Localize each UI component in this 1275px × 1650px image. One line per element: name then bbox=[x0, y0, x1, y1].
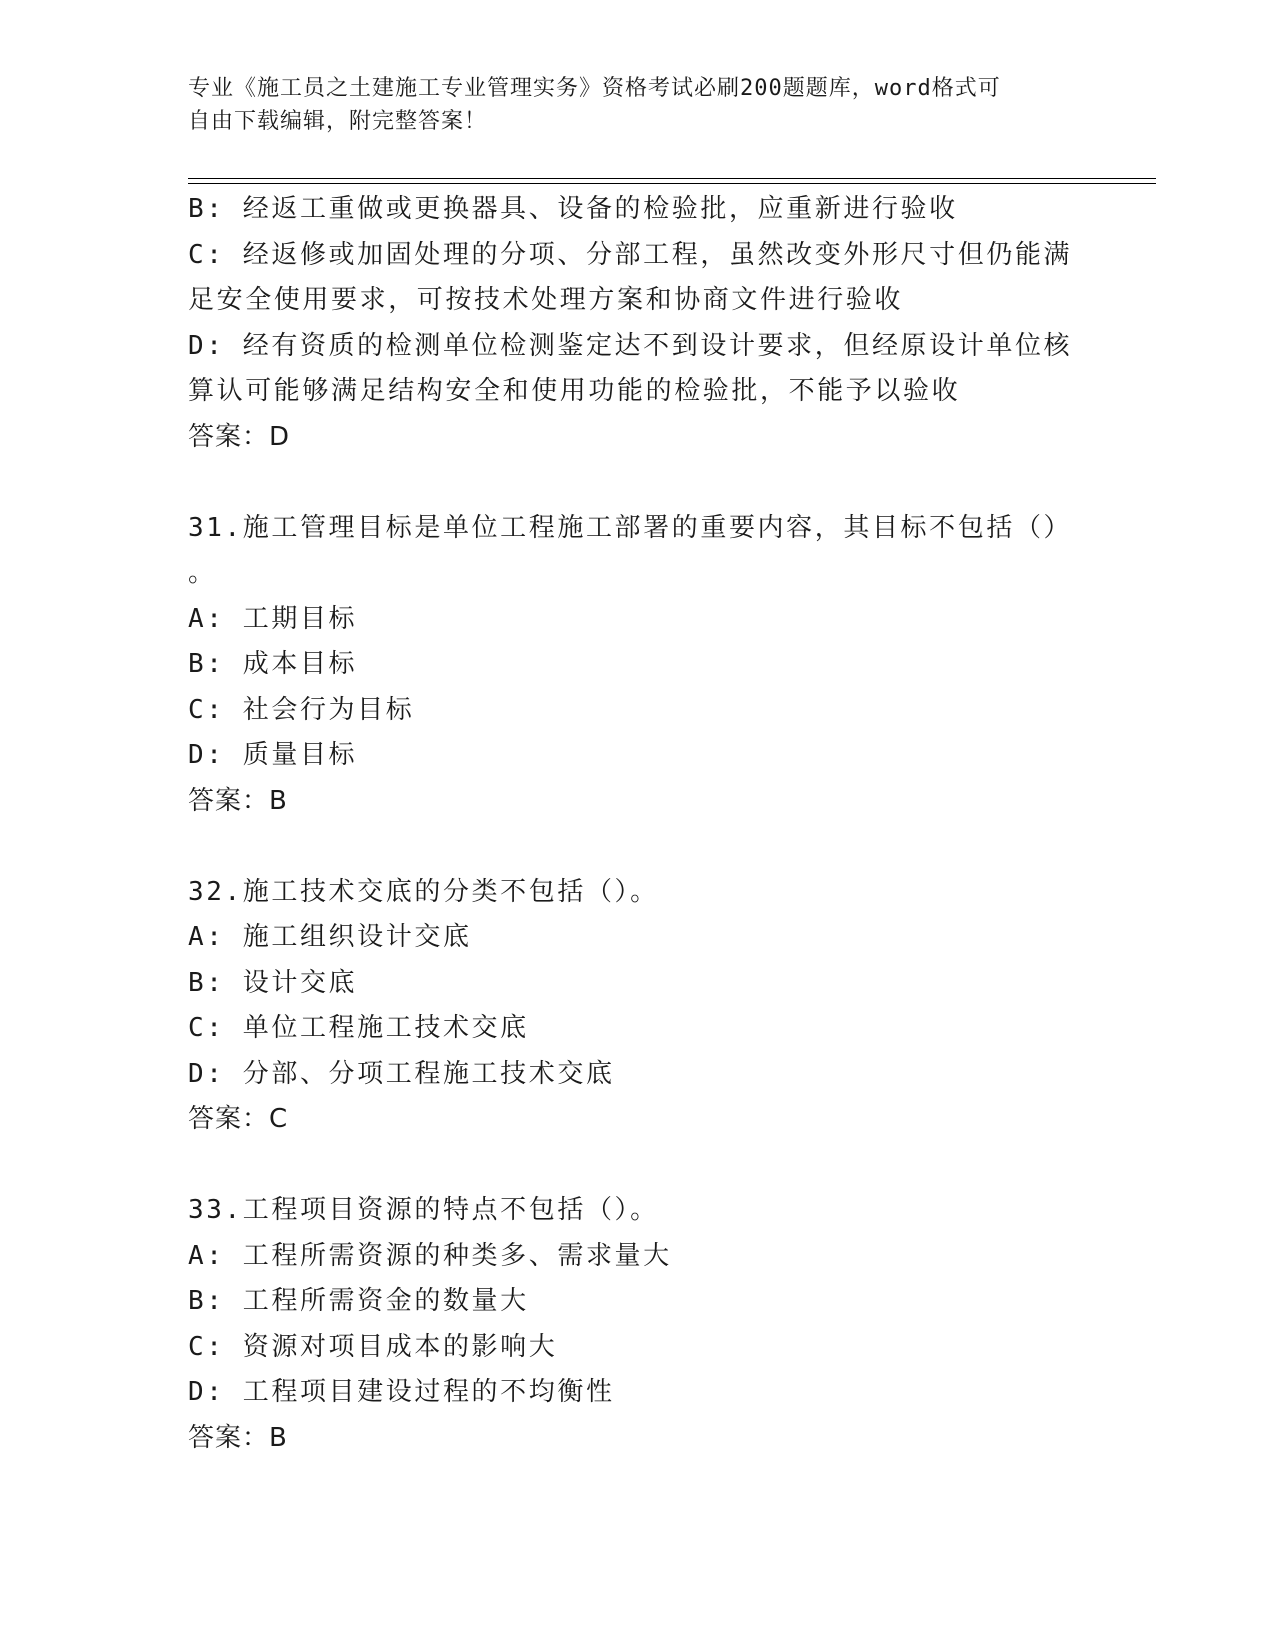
spacer bbox=[188, 1143, 1088, 1189]
page-header bbox=[188, 72, 1088, 138]
answer: 答案：B bbox=[188, 785, 288, 816]
spacer bbox=[188, 824, 1088, 870]
spacer bbox=[188, 460, 1088, 506]
option-d-continued: 算认可能够满足结构安全和使用功能的检验批，不能予以验收 bbox=[188, 376, 961, 406]
answer: 答案：C bbox=[188, 1104, 289, 1134]
option-b: B: 设计交底 bbox=[188, 967, 358, 998]
option-c: C: 单位工程施工技术交底 bbox=[188, 1013, 529, 1043]
header-rule bbox=[188, 178, 1156, 179]
option-d: D: 分部、分项工程施工技术交底 bbox=[188, 1058, 615, 1089]
answer: 答案：B bbox=[188, 1422, 288, 1453]
header-line-2: 自由下载编辑，附完整答案！ bbox=[188, 109, 488, 134]
question-stem-continued: 。 bbox=[188, 558, 217, 588]
question-31 bbox=[188, 506, 1088, 825]
option-a: A: 施工组织设计交底 bbox=[188, 922, 472, 952]
option-b: B: 工程所需资金的数量大 bbox=[188, 1286, 529, 1316]
option-a: A: 工程所需资源的种类多、需求量大 bbox=[188, 1240, 672, 1271]
question-stem: 33.工程项目资源的特点不包括（）。 bbox=[188, 1195, 659, 1225]
question-33 bbox=[188, 1188, 1088, 1461]
option-b: B: 经返工重做或更换器具、设备的检验批，应重新进行验收 bbox=[188, 194, 958, 224]
option-c: C: 资源对项目成本的影响大 bbox=[188, 1331, 558, 1362]
option-d: D: 工程项目建设过程的不均衡性 bbox=[188, 1377, 615, 1407]
question-32 bbox=[188, 870, 1088, 1143]
header-line-1: 专业《施工员之土建施工专业管理实务》资格考试必刷200题题库，word格式可 bbox=[188, 76, 1001, 101]
document-body bbox=[188, 187, 1088, 1461]
option-c: C: 经返修或加固处理的分项、分部工程，虽然改变外形尺寸但仍能满 bbox=[188, 239, 1073, 270]
option-c: C: 社会行为目标 bbox=[188, 694, 415, 725]
option-d: D: 经有资质的检测单位检测鉴定达不到设计要求，但经原设计单位核 bbox=[188, 330, 1073, 361]
option-a: A: 工期目标 bbox=[188, 603, 358, 634]
option-c-continued: 足安全使用要求，可按技术处理方案和协商文件进行验收 bbox=[188, 285, 904, 315]
option-d: D: 质量目标 bbox=[188, 740, 358, 770]
prev-question-block bbox=[188, 187, 1088, 460]
answer: 答案：D bbox=[188, 421, 291, 452]
question-stem: 32.施工技术交底的分类不包括（）。 bbox=[188, 876, 659, 907]
question-stem: 31.施工管理目标是单位工程施工部署的重要内容，其目标不包括（） bbox=[188, 512, 1073, 543]
option-b: B: 成本目标 bbox=[188, 649, 358, 679]
header-rule-secondary bbox=[188, 183, 1156, 184]
